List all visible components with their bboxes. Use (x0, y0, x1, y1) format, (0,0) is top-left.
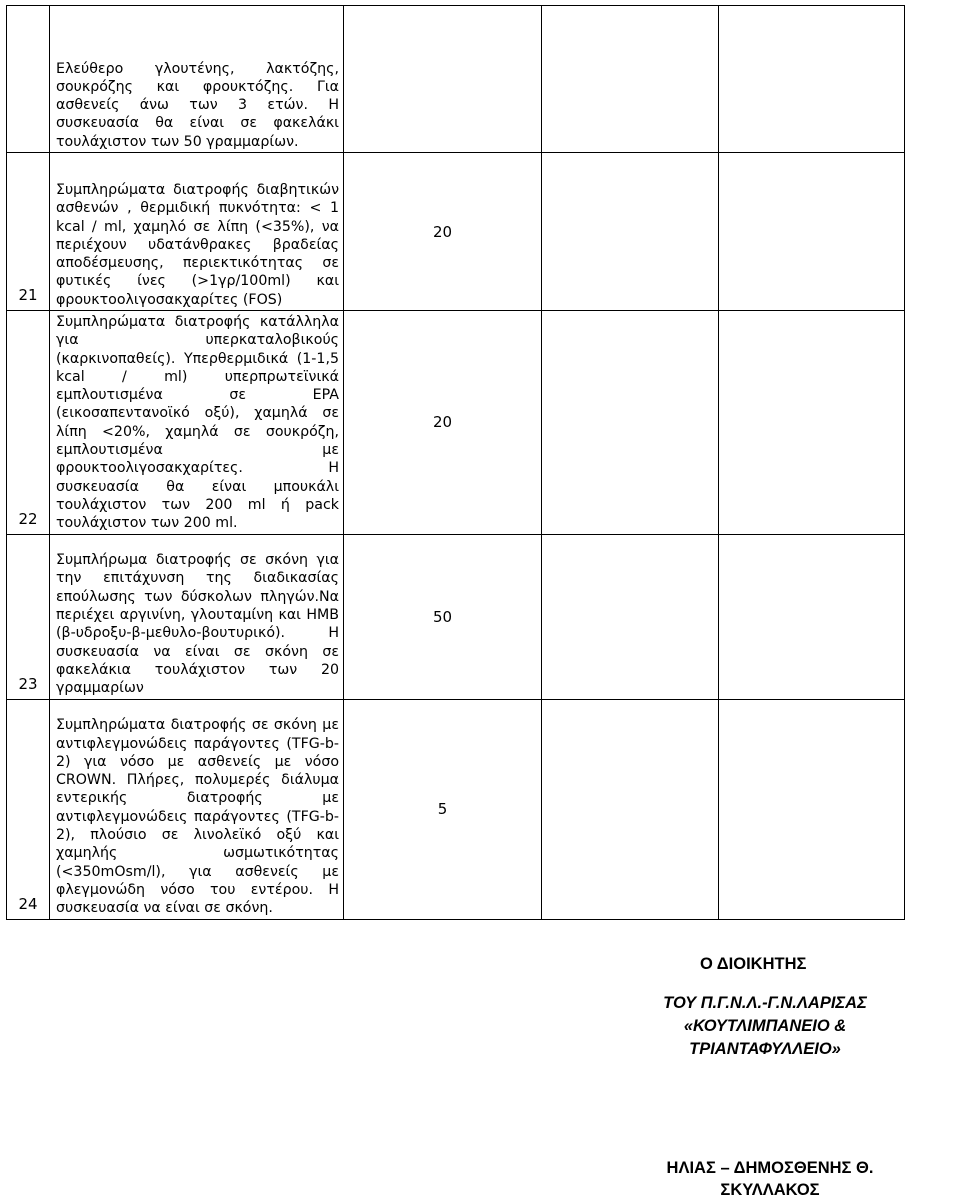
empty-cell (542, 534, 719, 699)
item-quantity: 20 (344, 311, 542, 535)
item-description: Συμπλήρωμα διατροφής σε σκόνη για την επιτάχυνση της διαδικασίας επούλωσης των δύσκολων πληγών.Να περιέχει αργινίνη, γλουταμίνη και HMB (β-υδροξυ-β-μεθυλο-βουτυρικό). Η συσκευασία να είναι σε σκόνη σε φακελάκια τουλάχιστον των 20 γραμμαρίων (50, 534, 344, 699)
organization-line: «ΚΟΥΤΛΙΜΠΑΝΕΙΟ & (683, 1017, 847, 1035)
item-description: Συμπληρώματα διατροφής κατάλληλα για υπερκαταλοβικούς (καρκινοπαθείς). Υπερθερμιδικά (1-1,5 kcal / ml) υπερπρωτεϊνικά εμπλουτισμένα σε EPA (εικοσαπεντανοϊκό οξύ), χαμηλά σε λίπη <20%, χαμηλά σε σουκρόζη, εμπλουτισμένα με φρουκτοολιγοσακχαρίτες. Η συσκευασία θα είναι μπουκάλι τουλάχιστον των 200 ml ή pack τουλάχιστον των 200 ml. (50, 311, 344, 535)
item-quantity: 20 (344, 153, 542, 311)
item-description: Συμπληρώματα διατροφής σε σκόνη με αντιφλεγμονώδεις παράγοντες (TFG-b-2) για νόσο με ασθενείς με νόσο CROWN. Πλήρες, πολυμερές διάλυμα εντερικής διατροφής με αντιφλεγμονώδεις παράγοντες (TFG-b-2), πλούσιο σε λινολεϊκό οξύ και χαμηλής ωσμωτικότητας (<350mOsm/l), για ασθενείς με φλεγμονώδη νόσο του εντέρου. Η συσκευασία να είναι σε σκόνη. (50, 699, 344, 919)
table-row (7, 699, 905, 919)
item-quantity (344, 6, 542, 153)
empty-cell (542, 311, 719, 535)
item-number: 23 (7, 534, 50, 699)
empty-cell (719, 6, 905, 153)
item-quantity: 50 (344, 534, 542, 699)
table-row (7, 6, 905, 153)
empty-cell (719, 699, 905, 919)
item-number: 22 (7, 311, 50, 535)
signatory-name (645, 1157, 895, 1201)
signatory-title: Ο ΔΙΟΙΚΗΤΗΣ (700, 955, 807, 973)
name-line: ΗΛΙΑΣ – ΔΗΜΟΣΘΕΝΗΣ Θ. (666, 1159, 874, 1177)
name-line: ΣΚΥΛΛΑΚΟΣ (720, 1181, 820, 1199)
organization-line: ΤΡΙΑΝΤΑΦΥΛΛΕΙΟ» (689, 1040, 841, 1058)
signatory-organization (637, 992, 893, 1061)
item-number: 21 (7, 153, 50, 311)
organization-line: ΤΟΥ Π.Γ.Ν.Λ.-Γ.Ν.ΛΑΡΙΣΑΣ (663, 994, 867, 1012)
table-row (7, 153, 905, 311)
empty-cell (542, 153, 719, 311)
item-description: Συμπληρώματα διατροφής διαβητικών ασθενών , θερμιδική πυκνότητα: < 1 kcal / ml, χαμηλό σε λίπη (<35%), να περιέχουν υδατάνθρακες βραδείας αποδέσμευσης, περιεκτικότητας σε φυτικές ίνες (>1γρ/100ml) και φρουκτοολιγοσακχαρίτες (FOS) (50, 153, 344, 311)
empty-cell (542, 6, 719, 153)
table-row (7, 534, 905, 699)
empty-cell (719, 534, 905, 699)
item-description: Ελεύθερο γλουτένης, λακτόζης, σουκρόζης και φρουκτόζης. Για ασθενείς άνω των 3 ετών. Η συσκευασία θα είναι σε φακελάκι τουλάχιστον των 50 γραμμαρίων. (50, 6, 344, 153)
empty-cell (542, 699, 719, 919)
empty-cell (719, 153, 905, 311)
item-quantity: 5 (344, 699, 542, 919)
item-number (7, 6, 50, 153)
empty-cell (719, 311, 905, 535)
product-specification-table (6, 5, 905, 920)
item-number: 24 (7, 699, 50, 919)
table-row (7, 311, 905, 535)
